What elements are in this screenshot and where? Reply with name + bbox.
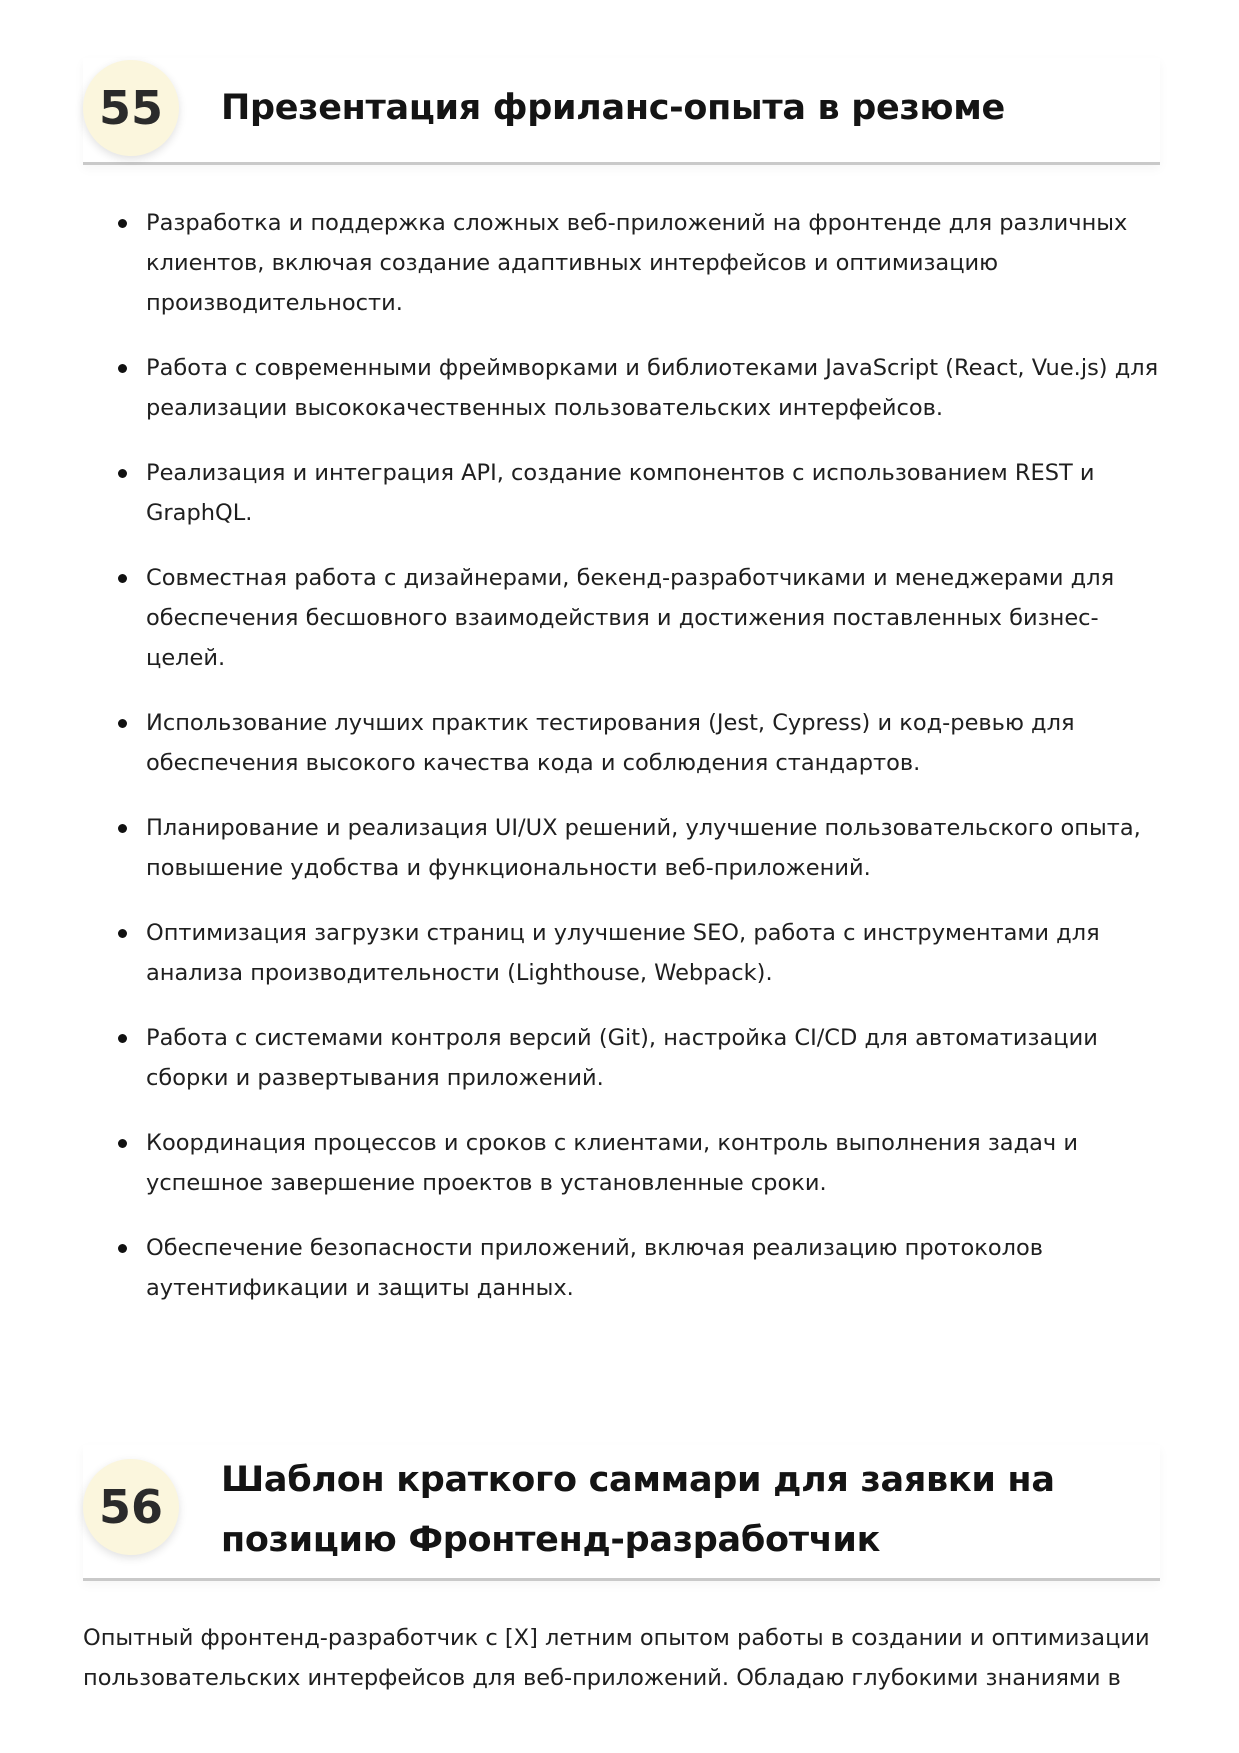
list-item-text: Использование лучших практик тестирования (Jest, Cypress) и код-ревью для обеспечения высокого качества кода и соблюдения стандартов. xyxy=(146,710,1075,776)
section-number-badge: 56 xyxy=(83,1459,179,1555)
list-item-text: Реализация и интеграция API, создание компонентов с использованием REST и GraphQL. xyxy=(146,460,1095,526)
list-item xyxy=(83,348,1160,428)
summary-paragraph: Опытный фронтенд-разработчик с [X] летним опытом работы в создании и оптимизации пользовательских интерфейсов для веб-приложений. Обладаю глубокими знаниями в xyxy=(83,1625,1150,1691)
bullet-dot-icon xyxy=(118,824,127,833)
list-item xyxy=(83,1018,1160,1098)
list-item xyxy=(83,1123,1160,1203)
list-item xyxy=(83,913,1160,993)
list-item-text: Оптимизация загрузки страниц и улучшение SEO, работа с инструментами для анализа производительности (Lighthouse, Webpack). xyxy=(146,920,1100,986)
list-item-text: Разработка и поддержка сложных веб-приложений на фронтенде для различных клиентов, включая создание адаптивных интерфейсов и оптимизацию производительности. xyxy=(146,210,1128,316)
bullet-dot-icon xyxy=(118,1244,127,1253)
list-item xyxy=(83,203,1160,323)
bullet-dot-icon xyxy=(118,1139,127,1148)
list-item-text: Работа с современными фреймворками и библиотеками JavaScript (React, Vue.js) для реализации высококачественных пользовательских интерфейсов. xyxy=(146,355,1159,421)
list-item-text: Координация процессов и сроков с клиентами, контроль выполнения задач и успешное завершение проектов в установленные сроки. xyxy=(146,1130,1078,1196)
bullet-dot-icon xyxy=(118,719,127,728)
section-title: Презентация фриланс-опыта в резюме xyxy=(221,88,1005,128)
list-item-text: Планирование и реализация UI/UX решений, улучшение пользовательского опыта, повышение удобства и функциональности веб-приложений. xyxy=(146,815,1141,881)
section-title: Шаблон краткого саммари для заявки на позицию Фронтенд-разработчик xyxy=(221,1460,1055,1560)
list-item-text: Обеспечение безопасности приложений, включая реализацию протоколов аутентификации и защиты данных. xyxy=(146,1235,1044,1301)
bullet-dot-icon xyxy=(118,929,127,938)
list-item xyxy=(83,703,1160,783)
bullet-dot-icon xyxy=(118,574,127,583)
bullet-dot-icon xyxy=(118,364,127,373)
list-item-text: Совместная работа с дизайнерами, бекенд-разработчиками и менеджерами для обеспечения бесшовного взаимодействия и достижения поставленных бизнес-целей. xyxy=(146,565,1115,671)
section-number-badge: 55 xyxy=(83,60,179,156)
bullet-dot-icon xyxy=(118,1034,127,1043)
section-56-header xyxy=(83,1445,1160,1581)
bullet-dot-icon xyxy=(118,219,127,228)
section-55-header xyxy=(83,58,1160,165)
bullet-dot-icon xyxy=(118,469,127,478)
list-item xyxy=(83,453,1160,533)
list-item xyxy=(83,558,1160,678)
list-item xyxy=(83,1228,1160,1308)
list-item-text: Работа с системами контроля версий (Git), настройка CI/CD для автоматизации сборки и развертывания приложений. xyxy=(146,1025,1098,1091)
list-item xyxy=(83,808,1160,888)
experience-bullet-list xyxy=(83,203,1160,1333)
